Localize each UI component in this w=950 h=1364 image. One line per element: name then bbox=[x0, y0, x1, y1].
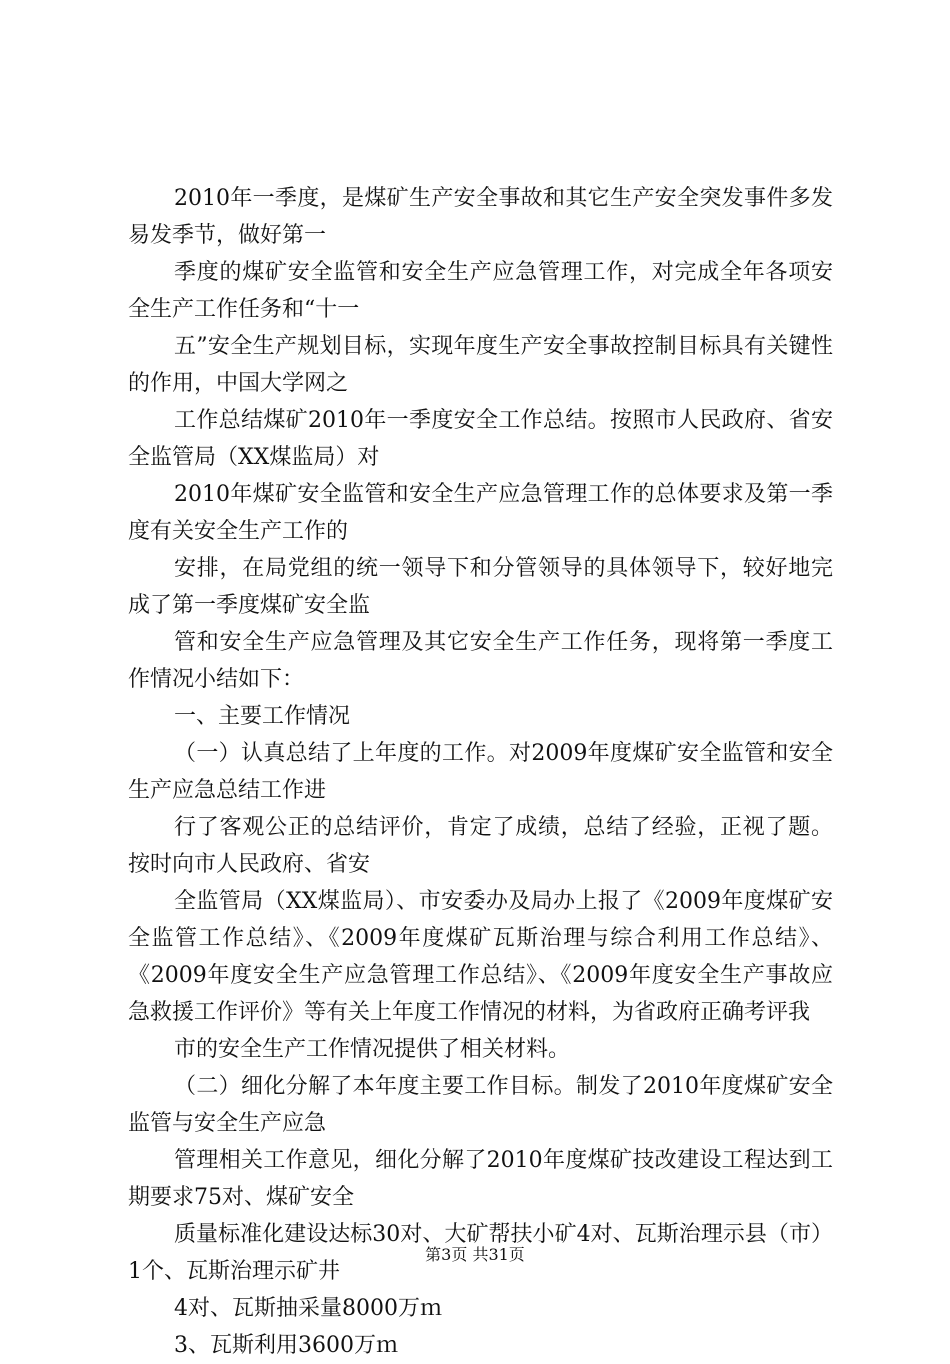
section-heading: 一、主要工作情况 bbox=[174, 704, 351, 729]
paragraph: 4对、瓦斯抽采量8000万ｍ bbox=[174, 1296, 442, 1321]
paragraph: 3、瓦斯利用3600万ｍ bbox=[174, 1333, 398, 1358]
paragraph: 行了客观公正的总结评价，肯定了成绩，总结了经验，正视了题。按时向市人民政府、省安 bbox=[128, 815, 833, 877]
paragraph: 市的安全生产工作情况提供了相关材料。 bbox=[174, 1037, 571, 1062]
paragraph: 管和安全生产应急管理及其它安全生产工作任务，现将第一季度工作情况小结如下： bbox=[128, 630, 833, 692]
page-footer: 第3页 共31页 bbox=[425, 1245, 525, 1264]
paragraph: 全监管局（XX煤监局）、市安委办及局办上报了《2009年度煤矿安全监管工作总结》、《2009年度煤矿瓦斯治理与综合利用工作总结》、《2009年度安全生产应急管理工作总结》、《2009年度安全生产事故应急救援工作评价》等有关上年度工作情况的材料，为省政府正确考评我 bbox=[128, 889, 833, 1025]
paragraph: 工作总结煤矿2010年一季度安全工作总结。按照市人民政府、省安全监管局（XX煤监局）对 bbox=[128, 408, 833, 470]
paragraph: 管理相关工作意见，细化分解了2010年度煤矿技改建设工程达到工期要求75对、煤矿安全 bbox=[128, 1148, 833, 1210]
paragraph: 2010年一季度，是煤矿生产安全事故和其它生产安全突发事件多发易发季节，做好第一 bbox=[128, 186, 833, 248]
paragraph: （一）认真总结了上年度的工作。对2009年度煤矿安全监管和安全生产应急总结工作进 bbox=[128, 741, 833, 803]
paragraph: 五”安全生产规划目标，实现年度生产安全事故控制目标具有关键性的作用，中国大学网之 bbox=[128, 334, 833, 396]
paragraph: 季度的煤矿安全监管和安全生产应急管理工作，对完成全年各项安全生产工作任务和“十一 bbox=[128, 260, 833, 322]
paragraph: 质量标准化建设达标30对、大矿帮扶小矿4对、瓦斯治理示县（市）1个、瓦斯治理示矿井 bbox=[128, 1222, 833, 1284]
paragraph: （二）细化分解了本年度主要工作目标。制发了2010年度煤矿安全监管与安全生产应急 bbox=[128, 1074, 833, 1136]
document-body bbox=[128, 180, 833, 1364]
paragraph: 安排，在局党组的统一领导下和分管领导的具体领导下，较好地完成了第一季度煤矿安全监 bbox=[128, 556, 833, 618]
paragraph: 2010年煤矿安全监管和安全生产应急管理工作的总体要求及第一季度有关安全生产工作的 bbox=[128, 482, 833, 544]
